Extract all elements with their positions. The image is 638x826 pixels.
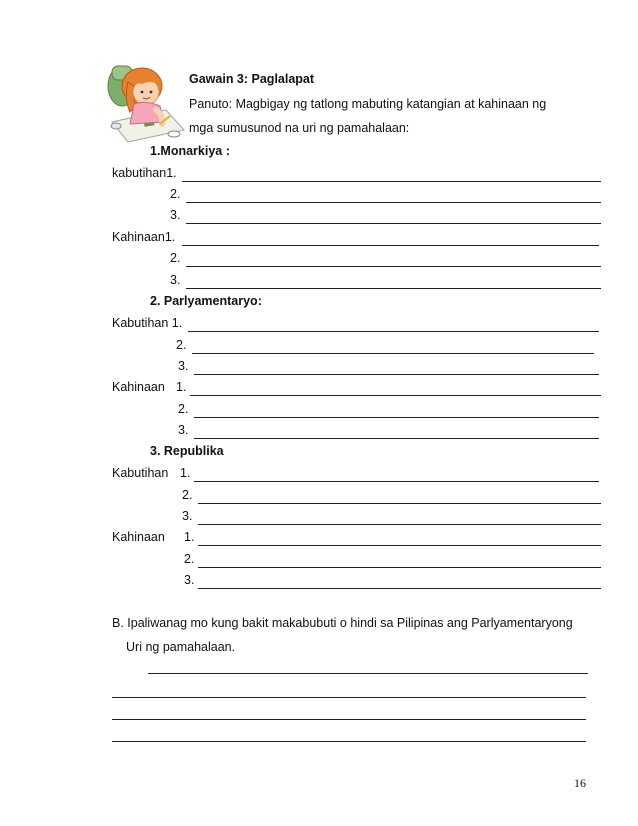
row-label: 2. xyxy=(178,402,189,416)
answer-blank[interactable] xyxy=(186,266,601,267)
row-label: 2. xyxy=(170,187,181,201)
answer-blank[interactable] xyxy=(198,503,601,504)
row-label: Kahinaan1. xyxy=(112,230,176,244)
answer-blank[interactable] xyxy=(198,588,601,589)
answer-blank[interactable] xyxy=(192,353,594,354)
answer-blank[interactable] xyxy=(194,438,599,439)
row-label: 2. xyxy=(176,338,187,352)
row-label: 3. xyxy=(184,573,195,587)
row-label-number: 1. xyxy=(184,530,195,544)
essay-line[interactable] xyxy=(112,719,586,720)
page-number: 16 xyxy=(574,776,586,790)
essay-line[interactable] xyxy=(112,741,586,742)
row-label: Kabutihan xyxy=(112,466,169,480)
answer-blank[interactable] xyxy=(182,181,601,182)
row-label: Kahinaan xyxy=(112,530,165,544)
section-heading-monarkiya: 1.Monarkiya : xyxy=(150,144,230,158)
answer-blank[interactable] xyxy=(198,524,601,525)
row-label: 3. xyxy=(178,359,189,373)
row-label: Kahinaan xyxy=(112,380,165,394)
answer-blank[interactable] xyxy=(194,481,599,482)
row-label-number: 1. xyxy=(176,380,187,394)
row-label: kabutihan1. xyxy=(112,166,177,180)
answer-blank[interactable] xyxy=(198,567,601,568)
essay-line[interactable] xyxy=(148,673,588,674)
row-label: Kabutihan 1. xyxy=(112,316,183,330)
answer-blank[interactable] xyxy=(194,417,599,418)
section-heading-parlyamentaryo: 2. Parlyamentaryo: xyxy=(150,294,262,308)
activity-title: Gawain 3: Paglalapat xyxy=(189,72,315,86)
answer-blank[interactable] xyxy=(194,374,599,375)
row-label: 2. xyxy=(184,552,195,566)
answer-blank[interactable] xyxy=(182,245,599,246)
directions-line-1: Panuto: Magbigay ng tatlong mabuting katangian at kahinaan ng xyxy=(189,97,547,111)
row-label: 3. xyxy=(178,423,189,437)
row-label: 3. xyxy=(170,273,181,287)
directions-line-2: mga sumusunod na uri ng pamahalaan: xyxy=(189,121,410,135)
row-label: 3. xyxy=(170,208,181,222)
row-label: 3. xyxy=(182,509,193,523)
answer-blank[interactable] xyxy=(198,545,601,546)
essay-line[interactable] xyxy=(112,697,586,698)
row-label-number: 1. xyxy=(180,466,191,480)
part-b-question-line-2: Uri ng pamahalaan. xyxy=(126,640,236,654)
section-heading-republika: 3. Republika xyxy=(150,444,224,458)
row-label: 2. xyxy=(182,488,193,502)
part-b-question-line-1: B. Ipaliwanag mo kung bakit makabubuti o hindi sa Pilipinas ang Parlyamentaryong xyxy=(112,616,573,630)
girl-writing-illustration xyxy=(104,60,186,144)
answer-blank[interactable] xyxy=(186,288,601,289)
answer-blank[interactable] xyxy=(190,395,601,396)
row-label: 2. xyxy=(170,251,181,265)
answer-blank[interactable] xyxy=(186,202,601,203)
answer-blank[interactable] xyxy=(186,223,601,224)
answer-blank[interactable] xyxy=(188,331,599,332)
